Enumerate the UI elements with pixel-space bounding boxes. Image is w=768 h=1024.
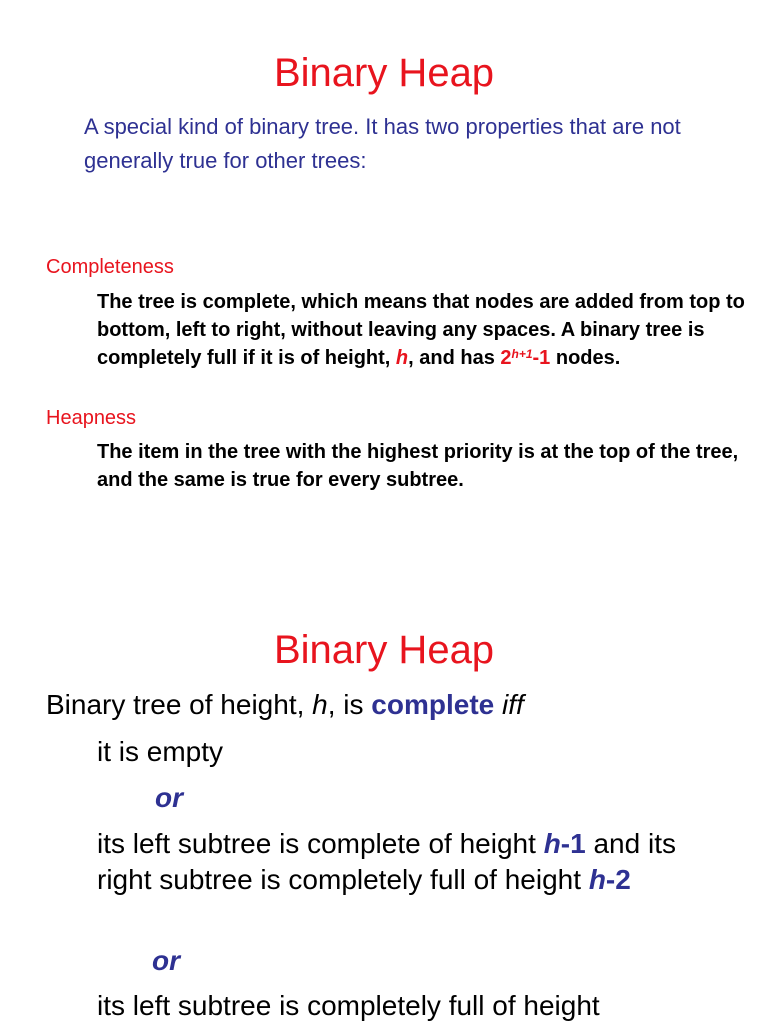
condition-left-full: its left subtree is completely full of height: [97, 990, 600, 1021]
slide-2-title: Binary Heap: [273, 628, 495, 672]
slide-1-title: Binary Heap: [273, 51, 495, 95]
completeness-heading: Completeness: [46, 256, 174, 278]
line2-h-var-2: h: [588, 864, 606, 895]
slide-1-intro: A special kind of binary tree. It has two properties that are not generally true for other trees:: [84, 114, 681, 173]
or-connector-1: or: [155, 782, 183, 813]
slide-2-lead: [46, 686, 524, 724]
slide-2: [0, 600, 768, 1024]
completeness-text-end: nodes.: [550, 347, 621, 369]
completeness-h-var: h: [395, 347, 409, 369]
line2-mid: and its right subtree is completely full of height: [97, 828, 676, 895]
condition-empty: it is empty: [97, 736, 224, 767]
formula-base: 2: [500, 347, 512, 369]
condition-left-complete: [97, 826, 737, 898]
or-connector-2: or: [152, 945, 180, 976]
heapness-heading: Heapness: [46, 407, 137, 429]
formula-tail: -1: [532, 347, 551, 369]
lead-h-var: h: [312, 689, 328, 720]
completeness-text-start: The tree is complete, which means that nodes are added from top to bottom, left to right, without leaving any spaces. A binary tree is completely full if it is of height,: [97, 291, 745, 369]
lead-mid: , is: [327, 689, 372, 720]
line2-num: -1: [560, 828, 586, 859]
lead-prefix: Binary tree of height,: [46, 689, 313, 720]
completeness-text: [97, 288, 747, 372]
line2-prefix: its left subtree is complete of height: [97, 828, 544, 859]
line2-h-var: h: [543, 828, 561, 859]
formula-exponent: h+1: [511, 347, 533, 361]
lead-complete: complete: [371, 689, 495, 720]
line2-num-2: -2: [605, 864, 631, 895]
heapness-text: The item in the tree with the highest priority is at the top of the tree, and the same is true for every subtree.: [97, 441, 739, 491]
completeness-text-mid: , and has: [408, 347, 501, 369]
lead-iff: iff: [502, 689, 524, 720]
